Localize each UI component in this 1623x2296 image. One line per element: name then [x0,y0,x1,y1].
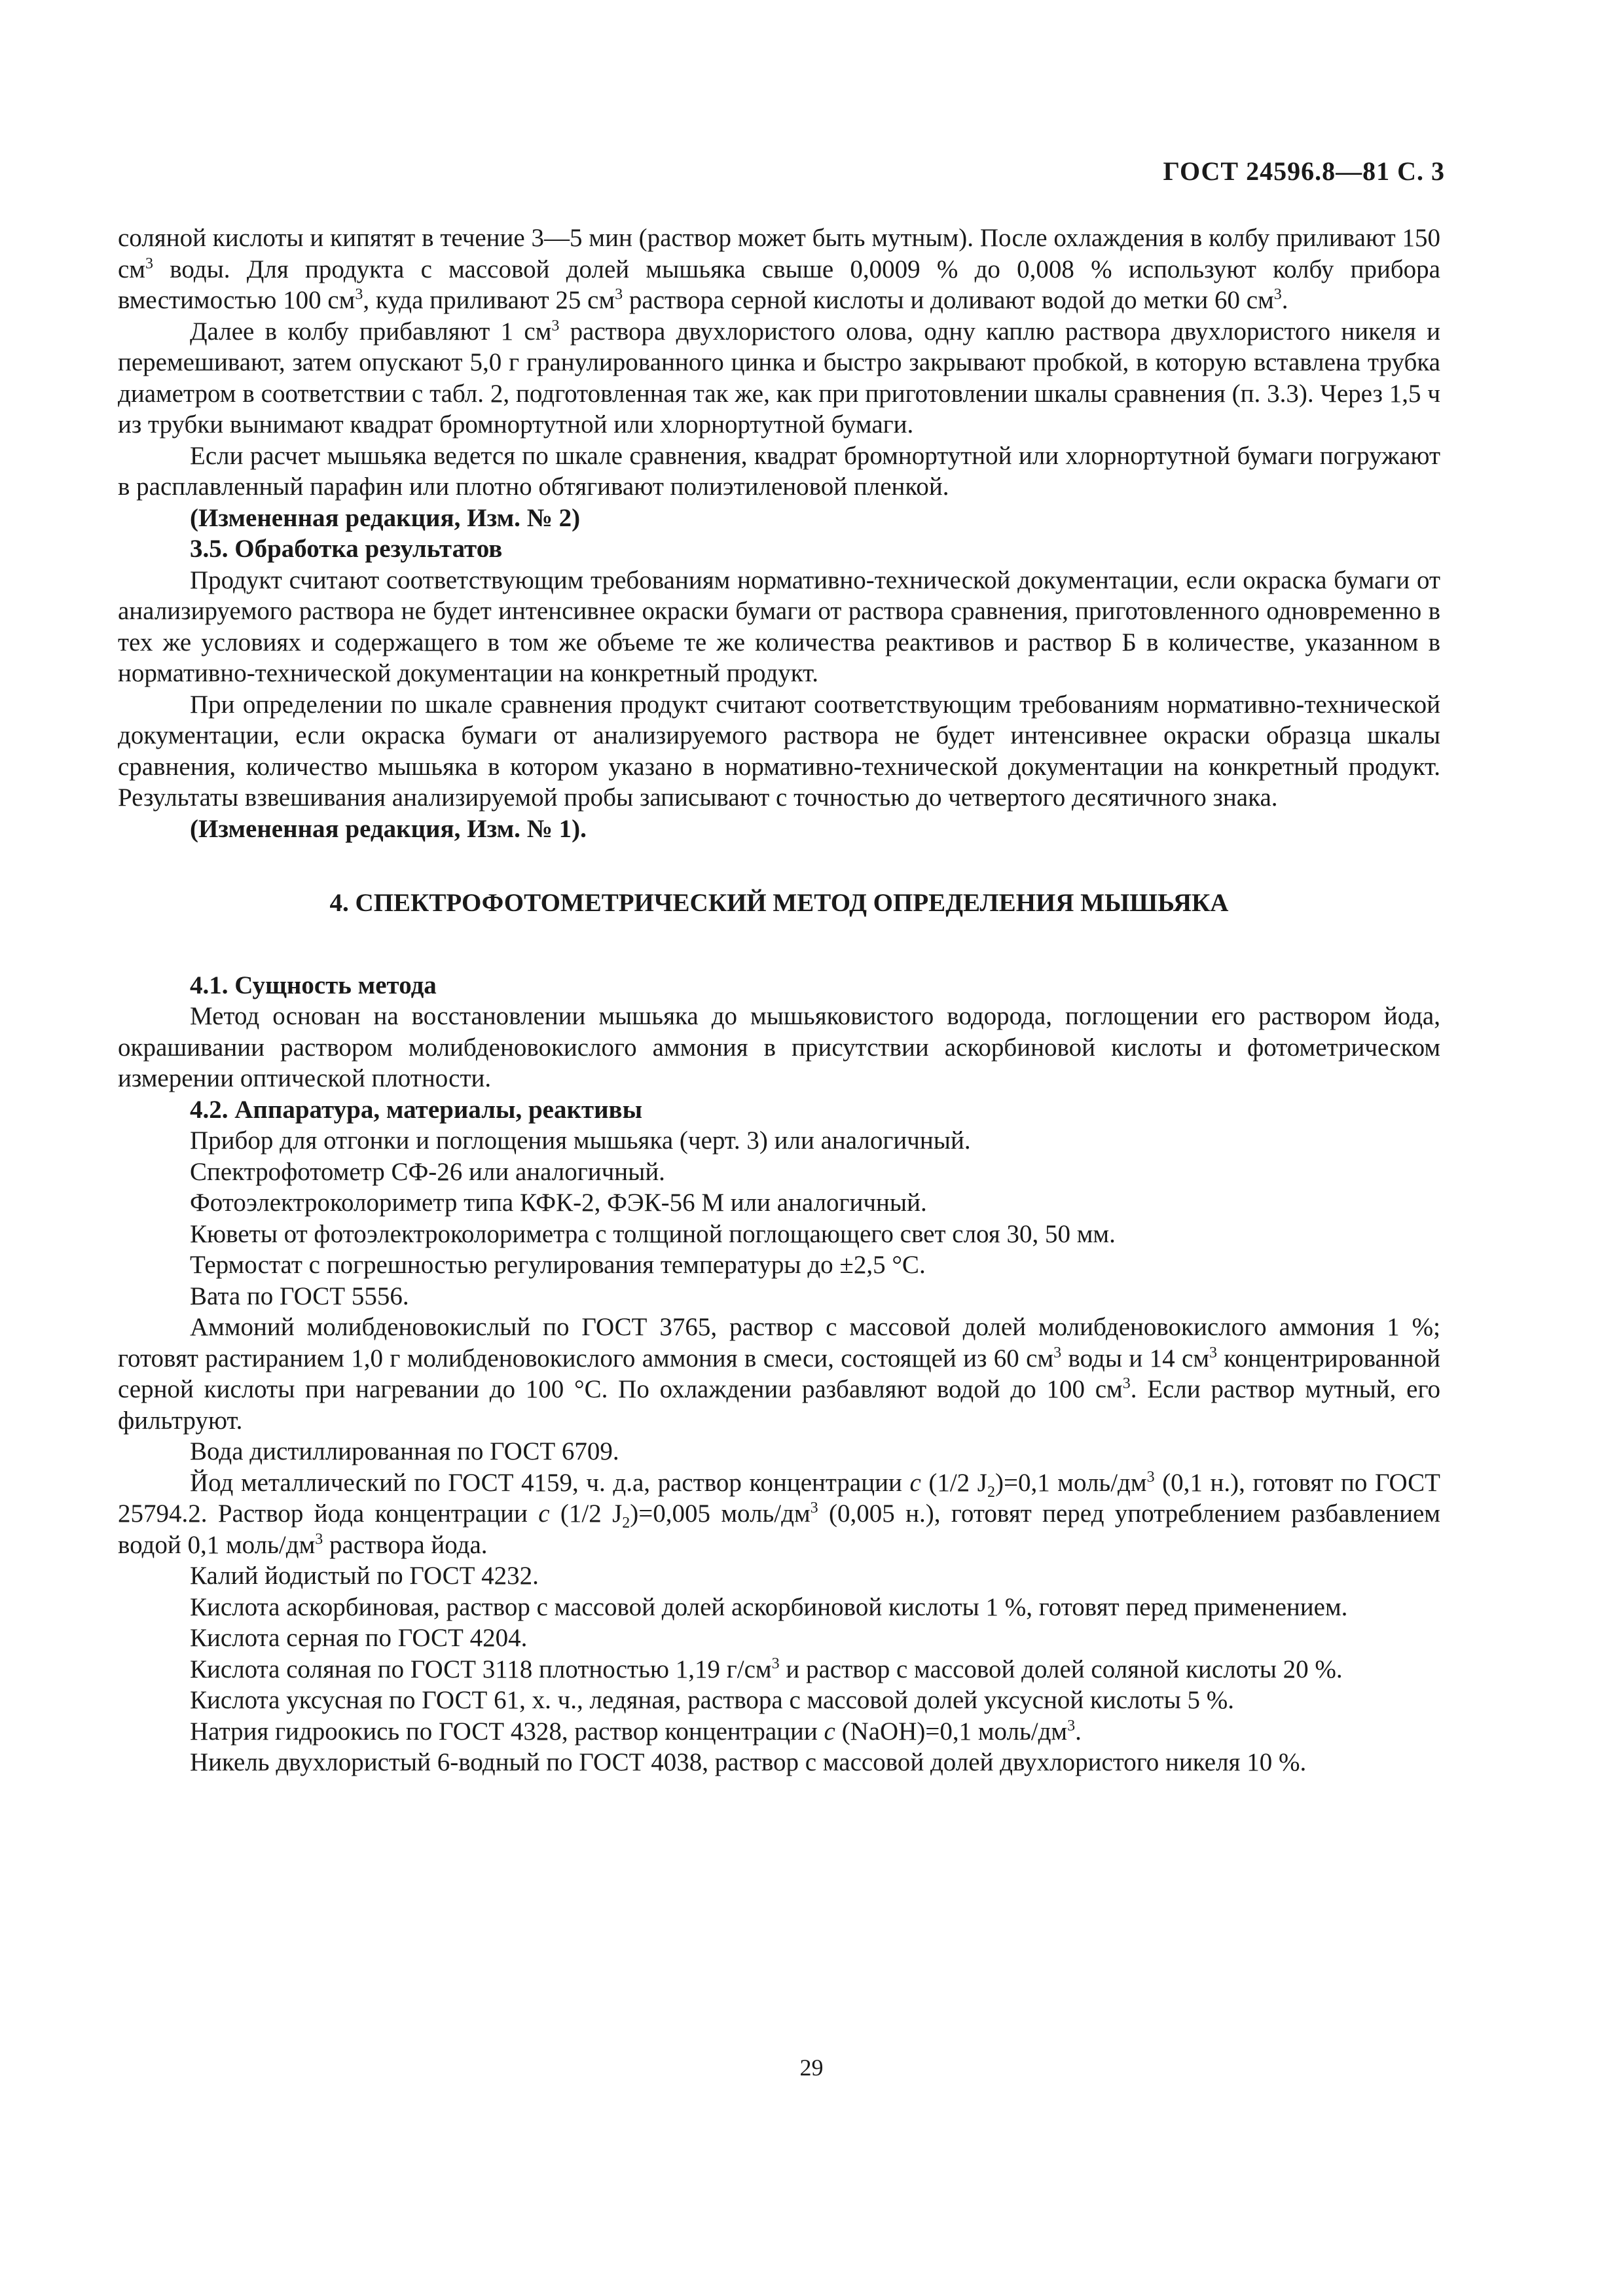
paragraph: Кюветы от фотоэлектроколориметра с толщиной поглощающего свет слоя 30, 50 мм. [190,1219,1116,1248]
page-number: 29 [799,2054,824,2081]
section-heading: 4. СПЕКТРОФОТОМЕТРИЧЕСКИЙ МЕТОД ОПРЕДЕЛЕНИЯ МЫШЬЯКА [329,889,1229,917]
paragraph: 4.1. Сущность метода [190,971,437,999]
paragraph: Фотоэлектроколориметр типа КФК-2, ФЭК-56 М или аналогичный. [190,1189,927,1217]
paragraph: Термостат с погрешностью регулирования температуры до ±2,5 °С. [190,1251,926,1279]
paragraph: Метод основан на восстановлении мышьяка до мышьяковистого водорода, поглощении его раствором йода, окрашивании раствором молибденовокислого аммония в присутствии аскорбиновой кислоты и фотометрическом измерении оптической плотности. [118,1002,1440,1092]
paragraph: Кислота уксусная по ГОСТ 61, х. ч., ледяная, раствора с массовой долей уксусной кислоты 5 %. [190,1686,1235,1714]
paragraph: Кислота серная по ГОСТ 4204. [190,1624,528,1652]
paragraph: 4.2. Аппаратура, материалы, реактивы [190,1095,643,1124]
paragraph: Калий йодистый по ГОСТ 4232. [190,1562,539,1590]
paragraph: (Измененная редакция, Изм. № 1). [190,814,587,843]
paragraph: Кислота аскорбиновая, раствор с массовой долей аскорбиновой кислоты 1 %, готовят перед применением. [190,1592,1348,1621]
paragraph: Далее в колбу прибавляют 1 $см^3$ раствора двухлористого олова, одну каплю раствора двухлористого никеля и перемешивают, затем опускают 5,0 г гранулированного цинка и быстро закрывают пробкой, в которую вставлена трубка диаметром в соответствии с табл. 2, подготовленная так же, как при приготовлении шкалы сравнения (п. 3.3). Через 1,5 ч из трубки вынимают квадрат бромнортутной или хлорнортутной бумаги. [118,317,1440,439]
paragraph: 3.5. Обработка результатов [190,535,503,563]
paragraph: Натрия гидроокись по ГОСТ 4328, раствор концентрации с (NaOH)=0,1 моль/$дм^3$. [190,1717,1082,1746]
paragraph: При определении по шкале сравнения продукт считают соответствующим требованиям нормативно-технической документации, если окраска бумаги от анализируемого раствора не будет интенсивнее окраски образца шкалы сравнения, количество мышьяка в котором указано в нормативно-технической документации на конкретный продукт. Результаты взвешивания анализируемой пробы записывают с точностью до четвертого десятичного знака. [118,690,1440,812]
paragraph: Никель двухлористый 6-водный по ГОСТ 4038, раствор с массовой долей двухлористого никеля 10 %. [190,1748,1307,1776]
paragraph: Спектрофотометр СФ-26 или аналогичный. [190,1157,665,1186]
paragraph: соляной кислоты и кипятят в течение 3—5 мин (раствор может быть мутным). После охлаждения в колбу приливают 150 $см^3$ воды. Для продукта с массовой долей мышьяка свыше 0,0009 % до 0,008 % используют колбу прибора вместимостью 100 $см^3$, куда приливают 25 $см^3$ раствора серной кислоты и доливают водой до метки 60 $см^3$. [118,224,1440,314]
paragraph: Если расчет мышьяка ведется по шкале сравнения, квадрат бромнортутной или хлорнортутной бумаги погружают в расплавленный парафин или плотно обтягивают полиэтиленовой пленкой. [118,441,1440,501]
paragraph: Аммоний молибденовокислый по ГОСТ 3765, раствор с массовой долей молибденовокислого аммония 1 %; готовят растиранием 1,0 г молибденовокислого аммония в смеси, состоящей из 60 $см^3$ воды и 14 $см^3$ концентрированной серной кислоты при нагревании до 100 °С. По охлаждении разбавляют водой до 100 $см^3$. Если раствор мутный, его фильтруют. [118,1313,1441,1435]
paragraph: Вата по ГОСТ 5556. [190,1282,409,1310]
paragraph: Прибор для отгонки и поглощения мышьяка (черт. 3) или аналогичный. [190,1126,971,1155]
document-body [118,223,1440,1778]
paragraph: Кислота соляная по ГОСТ 3118 плотностью 1,19 $г/см^3$ и раствор с массовой долей соляной кислоты 20 %. [190,1655,1343,1683]
paragraph: Йод металлический по ГОСТ 4159, ч. д.а, раствор концентрации с (1/2 $J_2)=0,1$ моль/$дм^3$ (0,1 н.), готовят по ГОСТ 25794.2. Раствор йода концентрации с (1/2 $J_2)=0,005$ моль/$дм^3$ (0,005 н.), готовят перед употреблением разбавлением водой 0,1 моль/$дм^3$ раствора йода. [118,1468,1441,1559]
paragraph: Продукт считают соответствующим требованиям нормативно-технической документации, если окраска бумаги от анализируемого раствора не будет интенсивнее окраски бумаги от раствора сравнения, приготовленного одновременно в тех же условиях и содержащего в том же объеме те же количества реактивов и раствор Б в количестве, указанном в нормативно-технической документации на конкретный продукт. [118,565,1440,687]
paragraph: (Измененная редакция, Изм. № 2) [190,503,581,532]
paragraph: Вода дистиллированная по ГОСТ 6709. [190,1437,619,1465]
page-header: ГОСТ 24596.8—81 С. 3 [1163,156,1445,186]
